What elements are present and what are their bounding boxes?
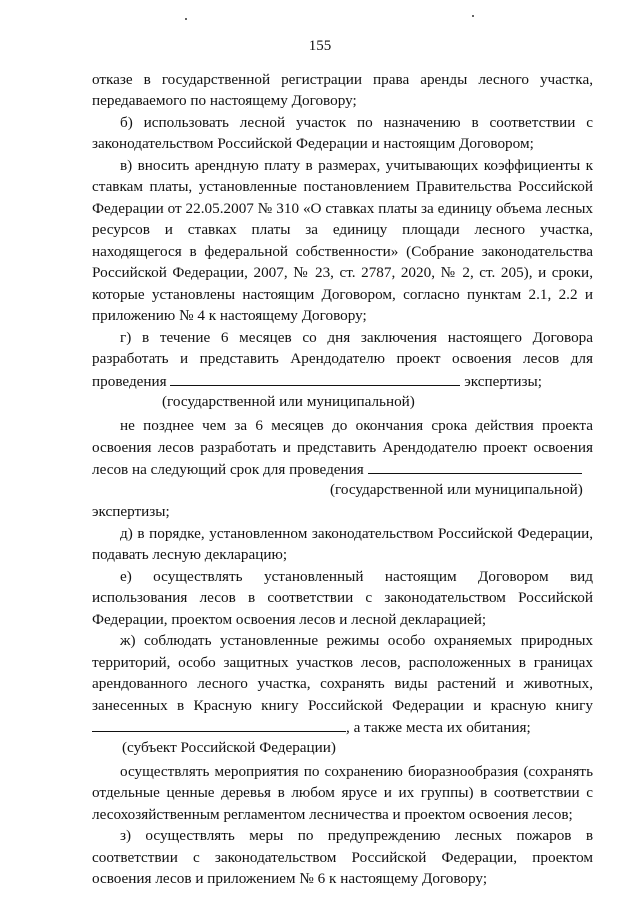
text-fragment: экспертизы; xyxy=(464,373,542,390)
text-line: з) осуществлять меры по предупреждению лесных пожаров в xyxy=(120,827,593,844)
text-line: приложению № 4 к настоящему Договору; xyxy=(92,307,367,324)
text-line: отказе в государственной регистрации права аренды лесного участка, xyxy=(92,71,593,88)
blank-line-row xyxy=(92,459,593,480)
text-line: законодательством Российской Федерации и настоящим Договором; xyxy=(92,135,534,152)
text-line: арендованного лесного участка, сохранять виды растений и животных, xyxy=(92,675,593,692)
text-line: Федерации от 22.05.2007 № 310 «О ставках платы за единицу объема лесных xyxy=(92,200,593,217)
text-line: соответствии с законодательством Российской Федерации, проектом xyxy=(92,849,593,866)
text-line: лесохозяйственным регламентом лесничества и проектом освоения лесов; xyxy=(92,806,573,823)
text-line: ставкам платы, установленные постановлением Правительства Российской xyxy=(92,178,593,195)
page-number: 155 xyxy=(308,38,332,54)
text-line: находящегося в федеральной собственности» (Собрание законодательства xyxy=(92,243,593,260)
text-line: в) вносить арендную плату в размерах, учитывающих коэффициенты к xyxy=(120,157,593,174)
blank-line-row xyxy=(92,717,593,738)
text-line: разработать и представить Арендодателю проект освоения лесов для xyxy=(92,350,593,367)
scan-speck xyxy=(472,15,474,17)
blank-field-expertise-type-2[interactable] xyxy=(368,459,582,474)
text-line: е) осуществлять установленный настоящим Договором вид xyxy=(120,568,593,585)
text-fragment: , а также места их обитания; xyxy=(346,719,531,736)
text-line: Российской Федерации, 2007, № 23, ст. 2787, 2020, № 2, ст. 205), и сроки, xyxy=(92,264,593,281)
text-line: не позднее чем за 6 месяцев до окончания срока действия проекта xyxy=(120,417,593,434)
blank-line-row xyxy=(92,371,593,392)
text-line: использования лесов в соответствии с законодательством Российской xyxy=(92,589,593,606)
blank-field-region[interactable] xyxy=(92,717,346,732)
text-line: занесенных в Красную книгу Российской Федерации и красную книгу xyxy=(92,697,593,714)
field-caption: (субъект Российской Федерации) xyxy=(122,739,336,756)
text-line: экспертизы; xyxy=(92,503,170,520)
text-line: подавать лесную декларацию; xyxy=(92,546,288,563)
blank-field-expertise-type[interactable] xyxy=(170,371,460,386)
field-caption: (государственной или муниципальной) xyxy=(162,393,415,410)
text-line: г) в течение 6 месяцев со дня заключения настоящего Договора xyxy=(120,329,593,346)
text-line: ресурсов и ставках платы за единицу площади лесного участка, xyxy=(92,221,593,238)
text-line: б) использовать лесной участок по назначению в соответствии с xyxy=(120,114,593,131)
text-line: передаваемого по настоящему Договору; xyxy=(92,92,357,109)
text-line: д) в порядке, установленном законодательством Российской Федерации, xyxy=(120,525,593,542)
text-line: осуществлять мероприятия по сохранению биоразнообразия (сохранять xyxy=(120,763,593,780)
text-line: Федерации, проектом освоения лесов и лесной декларацией; xyxy=(92,611,487,628)
text-line: освоения лесов и приложением № 6 к настоящему Договору; xyxy=(92,870,488,887)
text-fragment: проведения xyxy=(92,373,167,390)
text-fragment: лесов на следующий срок для проведения xyxy=(92,461,364,478)
text-line: освоения лесов разработать и представить Арендодателю проект освоения xyxy=(92,439,593,456)
field-caption: (государственной или муниципальной) xyxy=(330,481,583,498)
scan-speck xyxy=(185,18,187,20)
text-line: которые установлены настоящим Договором, согласно пунктам 2.1, 2.2 и xyxy=(92,286,593,303)
text-line: ж) соблюдать установленные режимы особо охраняемых природных xyxy=(120,632,593,649)
text-line: отдельные ценные деревья в любом ярусе и их группы) в соответствии с xyxy=(92,784,593,801)
text-line: территорий, особо защитных участков лесов, расположенных в границах xyxy=(92,654,593,671)
